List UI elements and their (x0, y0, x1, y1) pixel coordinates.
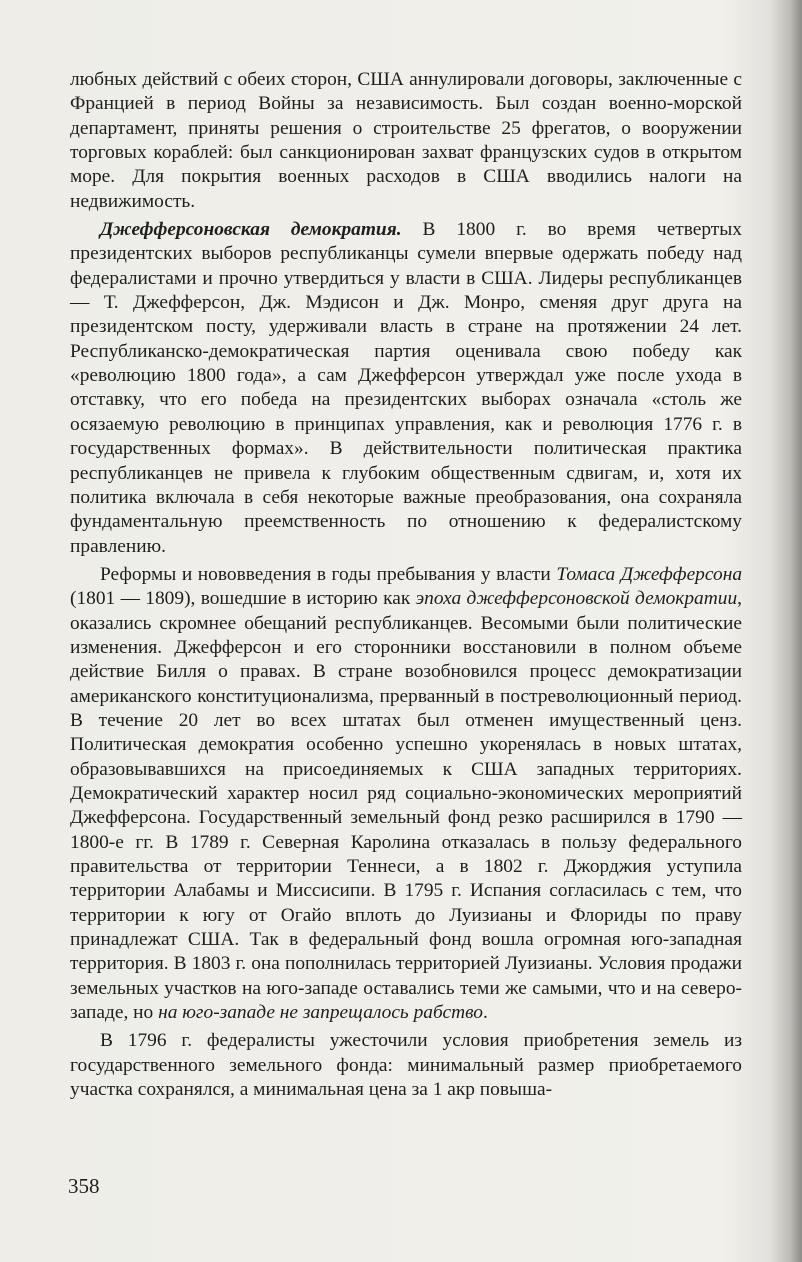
paragraph-3-italic-2: эпоха джефферсоновской демократии (415, 588, 738, 610)
paragraph-3-italic-1: Томаса Джефферсона (556, 563, 743, 585)
page-number: 358 (68, 1174, 100, 1198)
paragraph-3-text-3: , оказались скромнее обещаний республиканцев. Весомыми были политические изменения. Джефферсон и его сторонники восстановили в полном объеме действие Билля о правах. В стране возобновился процесс демократизации американского конституционализма, прерванный в постреволюционный период. В течение 20 лет во всех штатах был отменен имущественный ценз. Политическая демократия особенно успешно укоренялась в новых штатах, образовывавшихся на присоединяемых к США западных территориях. Демократический характер носил ряд социально-экономических мероприятий Джефферсона. Государственный земельный фонд резко расширился в 1790 — 1800-е гг. В 1789 г. Северная Каролина отказалась в пользу федерального правительства от территории Теннеси, а в 1802 г. Джорджия уступила территории Алабамы и Миссисипи. В 1795 г. Испания согласилась с тем, что территории к югу от Огайо вплоть до Луизианы и Флориды по праву принадлежат США. Так в федеральный фонд вошла огромная юго-западная территория. В 1803 г. она пополнилась территорией Луизианы. Условия продажи земельных участков на юго-западе оставались теми же самыми, что и на северо-западе, но (70, 588, 743, 1024)
paragraph-3 (70, 563, 742, 1026)
paragraph-3-italic-3: на юго-западе не запрещалось рабство (158, 1002, 483, 1024)
section-heading: Джефферсоновская демократия. (100, 219, 402, 241)
body-text (70, 68, 742, 1102)
paragraph-3-text-4: . (482, 1002, 488, 1024)
paragraph-3-text-1: Реформы и нововведения в годы пребывания у власти (100, 563, 557, 585)
paragraph-1-text: любных действий с обеих сторон, США аннулировали договоры, заключенные с Францией в период Войны за независимость. Был создан военно-морской департамент, приняты решения о строительстве 25 фрегатов, о вооружении торговых кораблей: был санкционирован захват французских судов в открытом море. Для покрытия военных расходов в США вводились налоги на недвижимость. (70, 69, 742, 212)
paragraph-3-text-2: (1801 — 1809), вошедшие в историю как (70, 588, 416, 610)
paragraph-2-text: В 1800 г. во время четвертых президентских выборов республиканцы сумели впервые одержать победу над федералистами и прочно утвердиться у власти в США. Лидеры республиканцев — Т. Джефферсон, Дж. Мэдисон и Дж. Монро, сменяя друг друга на президентском посту, удерживали власть в стране на протяжении 24 лет. Республиканско-демократическая партия оценивала свою победу как «революцию 1800 года», а сам Джефферсон утверждал уже после ухода в отставку, что его победа на президентских выборах означала «столь же осязаемую революцию в принципах управления, как и революция 1776 г. в государственных формах». В действительности политическая практика республиканцев не привела к глубоким общественным сдвигам, и, хотя их политика включала в себя некоторые важные преобразования, она сохраняла фундаментальную преемственность по отношению к федералистскому правлению. (70, 219, 742, 557)
paragraph-4-text: В 1796 г. федералисты ужесточили условия приобретения земель из государственного земельного фонда: минимальный размер приобретаемого участка сохранялся, а минимальная цена за 1 акр повыша- (70, 1030, 742, 1101)
paragraph-4 (70, 1029, 742, 1102)
paragraph-2 (70, 218, 742, 559)
paragraph-1 (70, 68, 742, 214)
